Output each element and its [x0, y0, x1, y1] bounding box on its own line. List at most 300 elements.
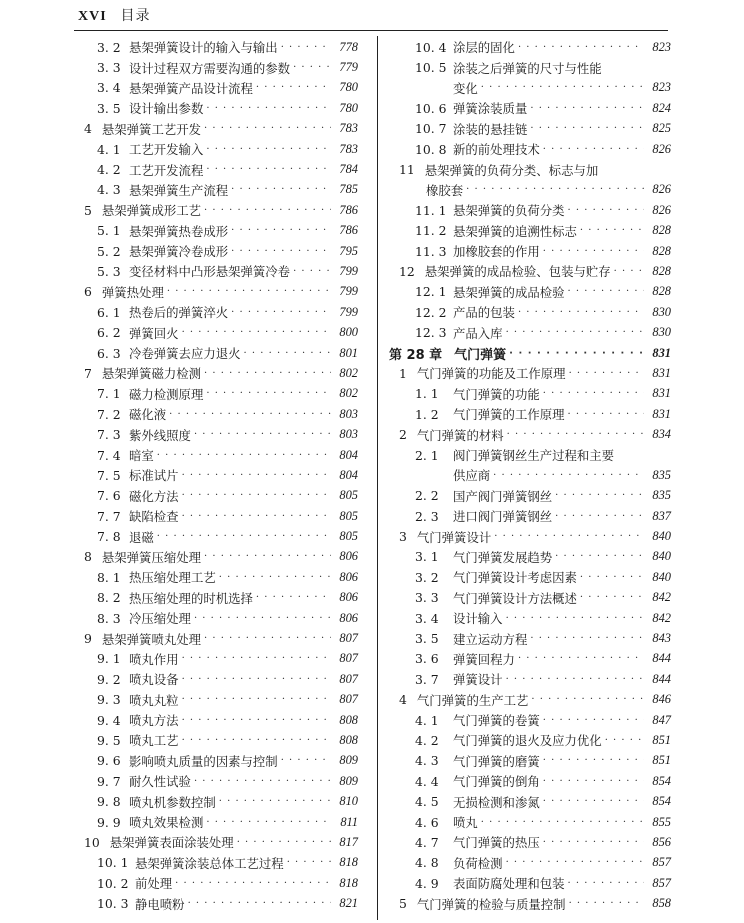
toc-entry-number: 2. 1 [415, 447, 439, 463]
toc-entry-page: 807 [339, 651, 358, 666]
page-number-roman: XVI [78, 9, 107, 24]
toc-entry-number: 3 [399, 529, 407, 545]
toc-leader-dots [206, 103, 331, 114]
toc-entry[interactable] [389, 78, 671, 98]
toc-entry[interactable] [80, 853, 358, 873]
toc-leader-dots [194, 429, 331, 440]
toc-entry-page: 801 [339, 345, 358, 360]
toc-leader-dots [219, 796, 331, 807]
toc-entry-number: 4. 8 [415, 855, 439, 871]
toc-entry-title: 气门弹簧设计 [416, 529, 492, 545]
toc-entry-number: 8. 3 [97, 610, 121, 626]
toc-leader-dots [580, 225, 644, 236]
toc-entry[interactable] [389, 322, 671, 342]
toc-entry-number: 12. 2 [415, 304, 447, 320]
toc-entry-page: 809 [339, 773, 358, 788]
toc-entry-title: 悬架弹簧成形工艺 [101, 203, 202, 219]
toc-entry-title: 负荷检测 [453, 855, 503, 871]
toc-entry-page: 830 [652, 325, 671, 340]
toc-entry-title: 产品的包装 [453, 305, 515, 321]
toc-entry[interactable] [389, 812, 671, 832]
toc-entry-title: 气门弹簧 [454, 347, 507, 363]
toc-entry-number: 5. 1 [97, 223, 121, 239]
toc-leader-dots [530, 123, 644, 134]
toc-entry[interactable] [389, 119, 671, 139]
toc-entry-number: 10. 4 [415, 39, 447, 55]
toc-entry[interactable] [389, 404, 671, 424]
toc-entry-page: 855 [652, 814, 671, 829]
toc-leader-dots [493, 470, 644, 481]
toc-entry-number: 12 [399, 263, 415, 279]
toc-entry[interactable] [389, 567, 671, 587]
toc-entry-title: 气门弹簧设计考虑因素 [453, 570, 577, 586]
toc-entry-page: 807 [339, 692, 358, 707]
toc-entry-title: 缺陷检查 [129, 509, 179, 525]
toc-entry-title: 加橡胶套的作用 [453, 244, 540, 260]
toc-leader-dots [518, 42, 644, 53]
toc-entry-number: 7. 1 [97, 386, 121, 402]
toc-entry-title: 涂装之后弹簧的尺寸与性能 [453, 60, 602, 76]
toc-entry-page: 799 [339, 304, 358, 319]
toc-entry-number: 4. 1 [415, 712, 439, 728]
toc-leader-dots [481, 817, 644, 828]
toc-entry[interactable] [389, 710, 671, 730]
toc-entry-number: 4. 6 [415, 814, 439, 830]
toc-entry[interactable] [80, 486, 358, 506]
toc-entry-number: 10 [84, 834, 100, 850]
toc-entry-title: 气门弹簧的磨簧 [453, 753, 540, 769]
toc-entry-title: 设计输入 [453, 611, 503, 627]
toc-entry[interactable] [80, 302, 358, 322]
toc-entry-title: 橡胶套 [426, 182, 464, 198]
toc-entry[interactable] [389, 751, 671, 771]
toc-entry-number: 3. 3 [415, 590, 439, 606]
toc-leader-dots [219, 572, 331, 583]
toc-leader-dots [543, 715, 644, 726]
toc-leader-dots [507, 429, 644, 440]
toc-entry-number: 3. 4 [415, 610, 439, 626]
toc-entry-number: 2 [399, 427, 407, 443]
toc-leader-dots [204, 551, 331, 562]
toc-entry-number: 5. 2 [97, 243, 121, 259]
toc-entry[interactable] [80, 812, 358, 832]
toc-entry-number: 3. 4 [97, 80, 121, 96]
toc-leader-dots [568, 878, 644, 889]
toc-leader-dots [182, 511, 331, 522]
toc-entry-page: 808 [339, 732, 358, 747]
toc-chapter-entry[interactable] [389, 343, 671, 363]
toc-entry[interactable] [389, 180, 671, 200]
toc-entry-title: 前处理 [135, 876, 173, 892]
toc-entry[interactable] [389, 547, 671, 567]
toc-entry[interactable] [80, 78, 358, 98]
toc-entry-number: 4. 5 [415, 794, 439, 810]
toc-entry-title: 弹簧回程力 [453, 651, 515, 667]
toc-leader-dots [244, 348, 331, 359]
toc-entry[interactable] [80, 710, 358, 730]
toc-leader-dots [194, 776, 331, 787]
toc-entry-page: 802 [339, 365, 358, 380]
toc-leader-dots [231, 225, 331, 236]
toc-entry[interactable] [80, 424, 358, 444]
toc-entry[interactable] [80, 690, 358, 710]
toc-entry-page: 830 [652, 304, 671, 319]
toc-entry-title: 悬架弹簧工艺开发 [101, 121, 202, 137]
toc-leader-dots [281, 42, 331, 53]
toc-entry-title: 悬架弹簧热卷成形 [129, 223, 229, 239]
toc-entry-title: 紫外线照度 [129, 427, 191, 443]
toc-entry-page: 854 [652, 794, 671, 809]
toc-entry-page: 837 [652, 508, 671, 523]
toc-entry-title: 悬架弹簧表面涂装处理 [109, 835, 234, 851]
toc-entry-title: 弹簧回火 [129, 325, 179, 341]
toc-leader-dots [518, 653, 644, 664]
toc-leader-dots [182, 653, 331, 664]
toc-entry[interactable] [80, 57, 358, 77]
toc-entry[interactable] [389, 261, 671, 281]
toc-entry[interactable] [80, 384, 358, 404]
toc-entry-page: 842 [652, 610, 671, 625]
toc-leader-dots [555, 551, 644, 562]
toc-entry[interactable] [80, 873, 358, 893]
toc-entry-page: 843 [652, 631, 671, 646]
toc-entry[interactable] [80, 465, 358, 485]
toc-leader-dots [157, 450, 331, 461]
toc-entry-title: 弹簧涂装质量 [453, 101, 528, 117]
toc-entry-title: 喷丸工艺 [129, 733, 179, 749]
toc-entry-page: 800 [339, 325, 358, 340]
toc-entry[interactable] [389, 139, 671, 159]
toc-entry[interactable] [389, 730, 671, 750]
toc-entry-page: 786 [339, 202, 358, 217]
toc-entry-number: 7. 3 [97, 427, 121, 443]
toc-entry[interactable] [80, 404, 358, 424]
toc-leader-dots [206, 817, 331, 828]
toc-entry-title: 产品入库 [453, 325, 503, 341]
toc-entry[interactable] [389, 465, 671, 485]
toc-entry-page: 821 [339, 896, 358, 911]
toc-entry-number: 6. 3 [97, 345, 121, 361]
toc-entry-page: 807 [339, 671, 358, 686]
toc-entry[interactable] [80, 322, 358, 342]
toc-entry-title: 悬架弹簧磁力检测 [101, 366, 202, 382]
toc-entry[interactable] [389, 363, 671, 383]
toc-entry[interactable] [389, 771, 671, 791]
toc-entry-title: 工艺开发流程 [129, 162, 204, 178]
toc-entry-page: 857 [652, 875, 671, 890]
toc-entry-number: 5 [84, 202, 92, 218]
toc-entry[interactable] [80, 282, 358, 302]
toc-leader-dots [543, 776, 644, 787]
toc-entry-title: 悬架弹簧的负荷分类、标志与加 [424, 162, 599, 178]
toc-entry[interactable] [80, 241, 358, 261]
toc-leader-dots [569, 898, 644, 909]
toc-entry-page: 826 [652, 202, 671, 217]
toc-leader-dots [580, 592, 644, 603]
toc-entry[interactable] [80, 669, 358, 689]
toc-leader-dots [580, 572, 644, 583]
toc-entry[interactable] [389, 893, 671, 913]
toc-entry[interactable] [389, 690, 671, 710]
toc-entry-number: 9 [84, 631, 92, 647]
toc-leader-dots [568, 205, 644, 216]
toc-entry[interactable] [389, 445, 671, 465]
toc-entry[interactable] [389, 241, 671, 261]
toc-entry-title: 静电喷粉 [135, 896, 185, 912]
toc-entry[interactable] [389, 853, 671, 873]
toc-leader-dots [543, 837, 644, 848]
toc-entry[interactable] [80, 261, 358, 281]
toc-leader-dots [543, 144, 644, 155]
toc-entry[interactable] [80, 893, 358, 913]
toc-leader-dots [231, 246, 331, 257]
toc-entry-page: 780 [339, 100, 358, 115]
toc-leader-dots [206, 388, 331, 399]
toc-entry-number: 10. 6 [415, 100, 447, 116]
toc-entry-title: 弹簧热处理 [101, 284, 164, 300]
toc-entry[interactable] [80, 608, 358, 628]
toc-leader-dots [530, 633, 644, 644]
toc-leader-dots [182, 470, 331, 481]
toc-entry-number: 10. 7 [415, 121, 447, 137]
toc-entry-title: 无损检测和渗氮 [453, 794, 540, 810]
toc-entry-number: 7. 2 [97, 406, 121, 422]
toc-entry-title: 磁化方法 [129, 488, 179, 504]
toc-entry-title: 国产阀门弹簧钢丝 [453, 488, 553, 504]
toc-entry[interactable] [389, 200, 671, 220]
toc-leader-dots [555, 511, 644, 522]
toc-entry-number: 3. 6 [415, 651, 439, 667]
toc-entry[interactable] [389, 669, 671, 689]
toc-entry[interactable] [389, 832, 671, 852]
toc-entry-page: 847 [652, 712, 671, 727]
toc-entry-page: 806 [339, 569, 358, 584]
toc-entry-title: 悬架弹簧生产流程 [129, 182, 229, 198]
toc-entry-number: 4. 4 [415, 773, 439, 789]
toc-entry-number: 11. 2 [415, 223, 447, 239]
toc-entry-page: 831 [652, 406, 671, 421]
toc-entry-number: 第 28 章 [389, 347, 443, 363]
toc-entry[interactable] [389, 302, 671, 322]
toc-entry[interactable] [80, 200, 358, 220]
toc-entry[interactable] [80, 832, 358, 852]
toc-entry-title: 气门弹簧的功能 [453, 386, 540, 402]
toc-entry-number: 10. 5 [415, 60, 447, 76]
toc-entry-page: 840 [652, 549, 671, 564]
toc-entry[interactable] [80, 526, 358, 546]
toc-entry-number: 2. 2 [415, 488, 439, 504]
toc-entry[interactable] [80, 139, 358, 159]
toc-entry-page: 807 [339, 631, 358, 646]
toc-entry[interactable] [80, 37, 358, 57]
toc-entry-page: 811 [340, 814, 358, 829]
toc-entry-title: 气门弹簧的功能及工作原理 [416, 366, 566, 382]
toc-leader-dots [204, 205, 331, 216]
toc-entry-page: 851 [652, 753, 671, 768]
toc-entry-title: 气门弹簧的生产工艺 [416, 692, 529, 708]
toc-entry-number: 7. 8 [97, 529, 121, 545]
toc-entry-number: 6 [84, 284, 92, 300]
toc-entry-title: 新的前处理技术 [453, 142, 540, 158]
toc-leader-dots [481, 82, 644, 93]
toc-entry[interactable] [389, 424, 671, 444]
toc-entry[interactable] [389, 608, 671, 628]
toc-entry-page: 828 [652, 223, 671, 238]
toc-entry-page: 808 [339, 712, 358, 727]
toc-leader-dots [169, 409, 331, 420]
toc-leader-dots [568, 409, 644, 420]
toc-entry[interactable] [80, 547, 358, 567]
toc-entry[interactable] [389, 628, 671, 648]
toc-entry-page: 831 [652, 345, 671, 360]
toc-leader-dots [509, 348, 644, 359]
toc-entry-title: 悬架弹簧产品设计流程 [129, 80, 253, 96]
toc-entry[interactable] [80, 567, 358, 587]
toc-entry-title: 进口阀门弹簧钢丝 [453, 509, 553, 525]
toc-entry-title: 悬架弹簧喷丸处理 [101, 631, 202, 647]
toc-entry-title: 气门弹簧的卷簧 [453, 713, 540, 729]
toc-entry[interactable] [389, 506, 671, 526]
toc-entry[interactable] [80, 98, 358, 118]
toc-entry-title: 冷卷弹簧去应力退火 [129, 346, 241, 362]
toc-entry-title: 耐久性试验 [129, 774, 191, 790]
toc-entry-number: 5. 3 [97, 263, 121, 279]
toc-entry[interactable] [80, 343, 358, 363]
toc-leader-dots [206, 144, 331, 155]
toc-entry-page: 806 [339, 610, 358, 625]
toc-entry-page: 799 [339, 284, 358, 299]
toc-entry-title: 涂层的固化 [453, 40, 515, 56]
toc-entry-number: 10. 2 [97, 875, 129, 891]
toc-entry-page: 840 [652, 529, 671, 544]
toc-entry-title: 气门弹簧设计方法概述 [453, 590, 577, 606]
toc-entry[interactable] [389, 282, 671, 302]
toc-entry[interactable] [389, 37, 671, 57]
toc-entry-title: 悬架弹簧的成品检验 [453, 284, 565, 300]
toc-leader-dots [543, 755, 644, 766]
toc-leader-dots [237, 837, 331, 848]
toc-entry-title: 磁力检测原理 [129, 386, 204, 402]
toc-entry-number: 9. 5 [97, 732, 121, 748]
toc-entry-number: 11. 3 [415, 243, 447, 259]
toc-entry-page: 818 [339, 875, 358, 890]
toc-entry-number: 7 [84, 365, 92, 381]
toc-entry[interactable] [80, 771, 358, 791]
toc-entry[interactable] [389, 791, 671, 811]
toc-entry[interactable] [80, 588, 358, 608]
toc-entry-title: 涂装的悬挂链 [453, 121, 528, 137]
toc-leader-dots [543, 246, 644, 257]
toc-leader-dots [614, 266, 644, 277]
toc-entry-page: 846 [652, 692, 671, 707]
toc-entry-title: 阀门弹簧钢丝生产过程和主要 [453, 448, 615, 463]
toc-entry[interactable] [80, 363, 358, 383]
toc-entry-number: 2. 3 [415, 508, 439, 524]
toc-entry[interactable] [80, 649, 358, 669]
toc-entry-page: 844 [652, 651, 671, 666]
toc-entry[interactable] [80, 628, 358, 648]
toc-entry[interactable] [389, 526, 671, 546]
toc-entry[interactable] [389, 486, 671, 506]
toc-entry-page: 783 [339, 121, 358, 136]
toc-entry[interactable] [389, 98, 671, 118]
header-rule [74, 30, 668, 31]
toc-entry[interactable] [389, 384, 671, 404]
page-title: 目录 [120, 8, 151, 24]
toc-entry-page: 785 [339, 182, 358, 197]
toc-entry[interactable] [80, 506, 358, 526]
toc-entry-title: 悬架弹簧冷卷成形 [129, 244, 229, 260]
toc-entry-page: 828 [652, 263, 671, 278]
toc-entry[interactable] [80, 180, 358, 200]
toc-entry[interactable] [389, 873, 671, 893]
toc-entry-number: 9. 1 [97, 651, 121, 667]
toc-entry[interactable] [389, 588, 671, 608]
toc-entry-number: 7. 5 [97, 467, 121, 483]
toc-entry[interactable] [80, 159, 358, 179]
toc-entry-number: 3. 5 [415, 631, 439, 647]
toc-entry[interactable] [389, 159, 671, 179]
toc-entry-number: 8 [84, 549, 92, 565]
toc-entry-page: 828 [652, 243, 671, 258]
toc-entry-number: 8. 1 [97, 569, 121, 585]
toc-entry[interactable] [80, 221, 358, 241]
toc-entry-page: 817 [339, 834, 358, 849]
toc-entry-title: 热卷后的弹簧淬火 [129, 305, 229, 321]
toc-entry-number: 6. 2 [97, 325, 121, 341]
toc-entry[interactable] [80, 445, 358, 465]
toc-entry[interactable] [80, 791, 358, 811]
toc-entry-number: 4 [84, 121, 92, 137]
toc-entry-title: 退磁 [129, 529, 154, 545]
toc-entry-page: 858 [652, 896, 671, 911]
toc-entry-number: 8. 2 [97, 590, 121, 606]
toc-entry-title: 弹簧设计 [453, 672, 503, 688]
toc-entry[interactable] [389, 57, 671, 77]
toc-leader-dots [231, 184, 331, 195]
toc-leader-dots [182, 674, 331, 685]
toc-entry-number: 3. 7 [415, 671, 439, 687]
toc-entry-title: 热压缩处理的时机选择 [129, 590, 253, 606]
toc-entry-page: 842 [652, 590, 671, 605]
toc-entry-title: 设计过程双方需要沟通的参数 [129, 60, 291, 76]
toc-leader-dots [543, 388, 644, 399]
toc-entry-page: 834 [652, 427, 671, 442]
toc-entry-page: 856 [652, 834, 671, 849]
toc-entry-title: 表面防腐处理和包装 [453, 876, 565, 892]
toc-entry[interactable] [80, 119, 358, 139]
toc-entry-page: 810 [339, 794, 358, 809]
toc-entry-title: 喷丸设备 [129, 672, 179, 688]
toc-leader-dots [281, 755, 331, 766]
toc-left-column [80, 37, 358, 914]
toc-entry-title: 变化 [453, 80, 478, 96]
toc-entry[interactable] [389, 649, 671, 669]
toc-entry-number: 1. 1 [415, 386, 439, 402]
toc-entry[interactable] [80, 730, 358, 750]
toc-leader-dots [188, 898, 331, 909]
toc-entry[interactable] [80, 751, 358, 771]
toc-entry-page: 854 [652, 773, 671, 788]
toc-leader-dots [182, 490, 331, 501]
toc-entry-page: 851 [652, 732, 671, 747]
page-header [78, 5, 151, 25]
toc-leader-dots [204, 123, 331, 134]
toc-entry-number: 3. 2 [97, 39, 121, 55]
toc-entry[interactable] [389, 221, 671, 241]
toc-entry-page: 840 [652, 569, 671, 584]
toc-entry-number: 5 [399, 896, 407, 912]
